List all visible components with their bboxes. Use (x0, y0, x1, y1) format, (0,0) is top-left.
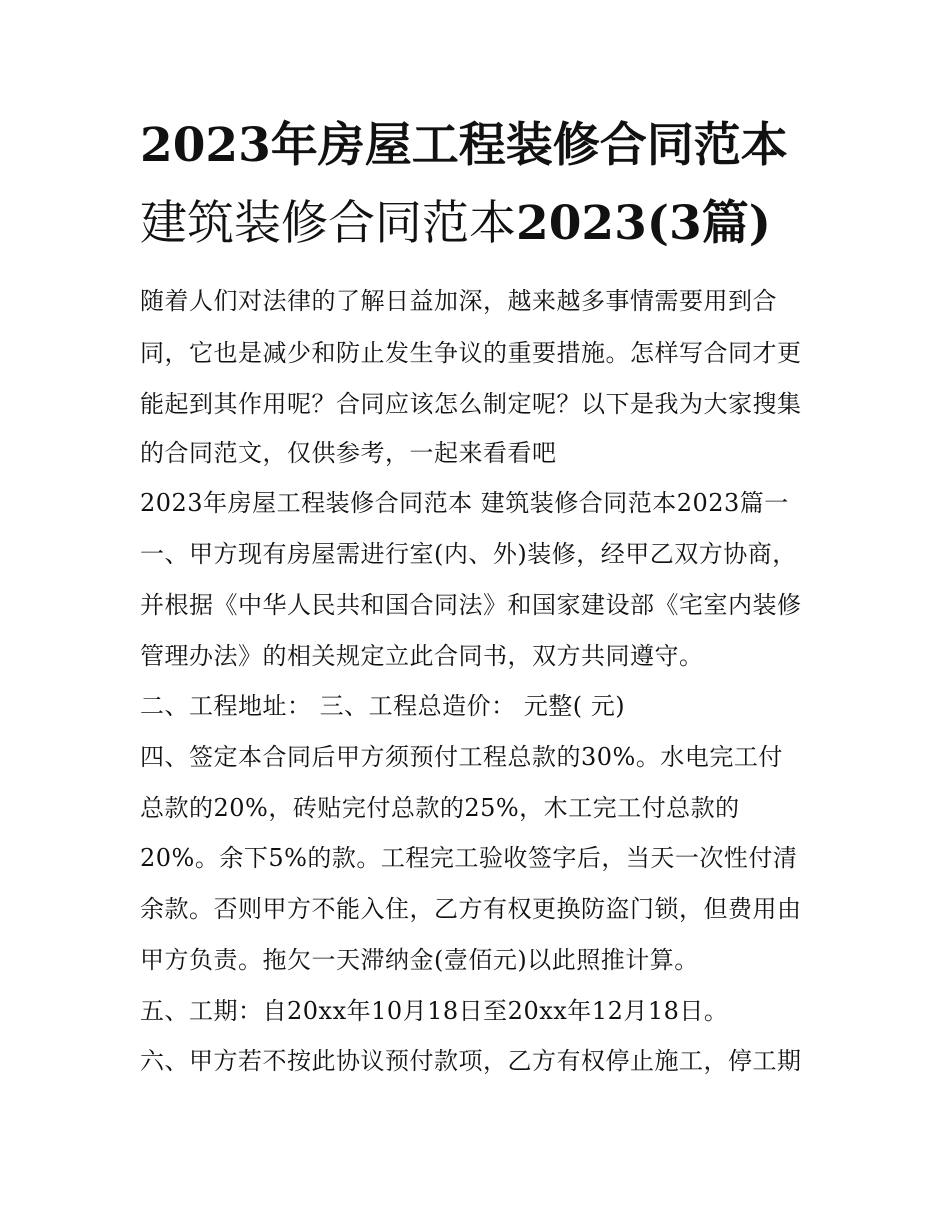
paragraph-line: 随着人们对法律的了解日益加深，越来越多事情需要用到合 (140, 287, 777, 315)
title-text-2b: 2023(3篇) (516, 196, 771, 251)
paragraph-line: 甲方负责。拖欠一天滞纳金(壹佰元)以此照推计算。 (140, 946, 699, 974)
title-text-1: 2023年房屋工程装修合同范本 (140, 118, 788, 173)
section-heading: 2023年房屋工程装修合同范本 建筑装修合同范本2023篇一 (140, 489, 789, 517)
document-title-line-2 (140, 196, 771, 252)
title-text-2a: 建筑装修合同范本 (140, 196, 516, 251)
paragraph-line: 的合同范文，仅供参考，一起来看看吧 (140, 439, 557, 467)
paragraph-line: 一、甲方现有房屋需进行室(内、外)装修，经甲乙双方协商， (140, 540, 797, 568)
paragraph-line: 能起到其作用呢？合同应该怎么制定呢？以下是我为大家搜集 (140, 390, 802, 418)
paragraph-line: 六、甲方若不按此协议预付款项，乙方有权停止施工，停工期 (140, 1047, 802, 1075)
paragraph-line: 20%。余下5%的款。工程完工验收签字后，当天一次性付清 (140, 844, 798, 872)
paragraph-line: 四、签定本合同后甲方须预付工程总款的30%。水电完工付 (140, 743, 783, 771)
paragraph-line: 二、工程地址： 三、工程总造价： 元整( 元) (140, 692, 626, 720)
document-title-line-1 (140, 118, 788, 174)
paragraph-line: 五、工期：自20xx年10月18日至20xx年12月18日。 (140, 997, 729, 1025)
paragraph-line: 同，它也是减少和防止发生争议的重要措施。怎样写合同才更 (140, 339, 802, 367)
paragraph-line: 管理办法》的相关规定立此合同书，双方共同遵守。 (140, 642, 704, 670)
paragraph-line: 并根据《中华人民共和国合同法》和国家建设部《宅室内装修 (140, 591, 802, 619)
paragraph-line: 总款的20%，砖贴完付总款的25%，木工完工付总款的 (140, 794, 740, 822)
paragraph-line: 余款。否则甲方不能入住，乙方有权更换防盗门锁，但费用由 (140, 895, 802, 923)
